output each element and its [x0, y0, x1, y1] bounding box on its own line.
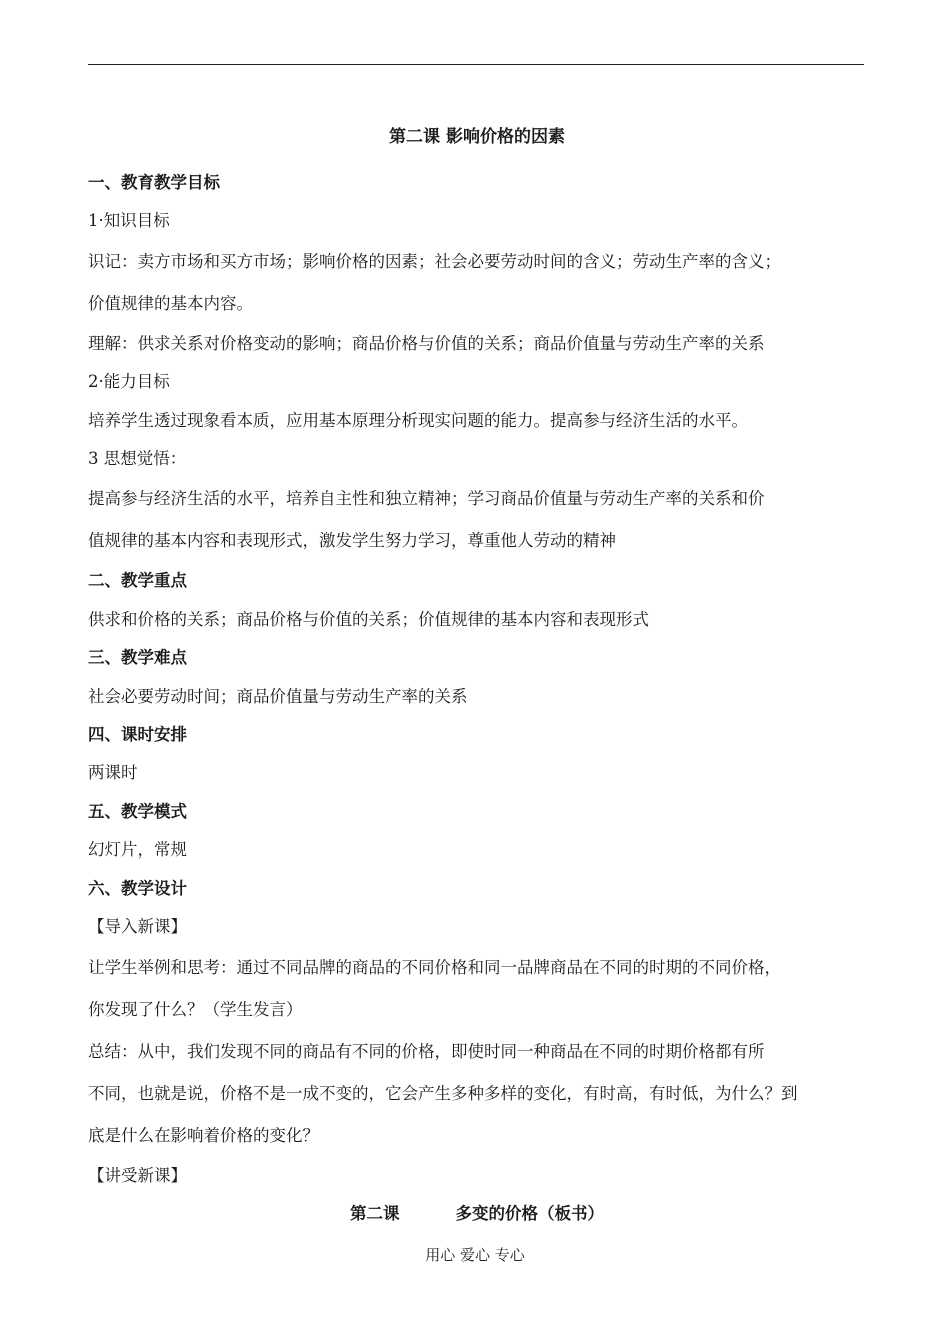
text-line: 不同，也就是说，价格不是一成不变的，它会产生多种多样的变化，有时高，有时低，为什么？到: [88, 1083, 798, 1103]
text-line: 值规律的基本内容和表现形式，激发学生努力学习，尊重他人劳动的精神: [88, 531, 616, 551]
text-line: 1·知识目标: [88, 211, 170, 231]
document-lines: [88, 164, 866, 1195]
document-body: [88, 122, 866, 1233]
text-line: 两课时: [88, 763, 138, 783]
section-heading: 四、课时安排: [88, 725, 187, 745]
section-heading: 六、教学设计: [88, 878, 187, 898]
text-line: 【导入新课】: [88, 917, 187, 937]
text-line: 培养学生透过现象看本质，应用基本原理分析现实问题的能力。提高参与经济生活的水平。: [88, 410, 748, 430]
text-line: 你发现了什么？（学生发言）: [88, 999, 303, 1019]
text-line: 价值规律的基本内容。: [88, 293, 253, 313]
section-heading: 二、教学重点: [88, 571, 187, 591]
text-line: 识记：卖方市场和买方市场；影响价格的因素；社会必要劳动时间的含义；劳动生产率的含义；: [88, 251, 781, 271]
text-line: 3 思想觉悟：: [88, 449, 187, 469]
page-footer: 用心 爱心 专心: [425, 1246, 525, 1264]
text-line: 社会必要劳动时间；商品价值量与劳动生产率的关系: [88, 686, 468, 706]
board-heading: [88, 1195, 866, 1233]
text-line: 提高参与经济生活的水平，培养自主性和独立精神；学习商品价值量与劳动生产率的关系和价: [88, 489, 765, 509]
text-line: 理解：供求关系对价格变动的影响；商品价格与价值的关系；商品价值量与劳动生产率的关系: [88, 333, 765, 353]
text-line: 供求和价格的关系；商品价格与价值的关系；价值规律的基本内容和表现形式: [88, 609, 649, 629]
text-line: 2·能力目标: [88, 372, 170, 392]
board-heading-left: 第二课: [350, 1203, 400, 1223]
text-line: 【讲受新课】: [88, 1165, 187, 1185]
text-line: 让学生举例和思考：通过不同品牌的商品的不同价格和同一品牌商品在不同的时期的不同价格，: [88, 957, 781, 977]
section-heading: 三、教学难点: [88, 648, 187, 668]
board-heading-right: 多变的价格（板书）: [455, 1203, 604, 1223]
text-line: 总结：从中，我们发现不同的商品有不同的价格，即使时同一种商品在不同的时期价格都有所: [88, 1041, 765, 1061]
text-line: 底是什么在影响着价格的变化？: [88, 1125, 319, 1145]
document-title: 第二课 影响价格的因素: [389, 127, 565, 147]
section-heading: 五、教学模式: [88, 801, 187, 821]
text-line: 幻灯片，常规: [88, 840, 187, 860]
header-rule: [88, 64, 864, 65]
section-heading: 一、教育教学目标: [88, 173, 220, 192]
